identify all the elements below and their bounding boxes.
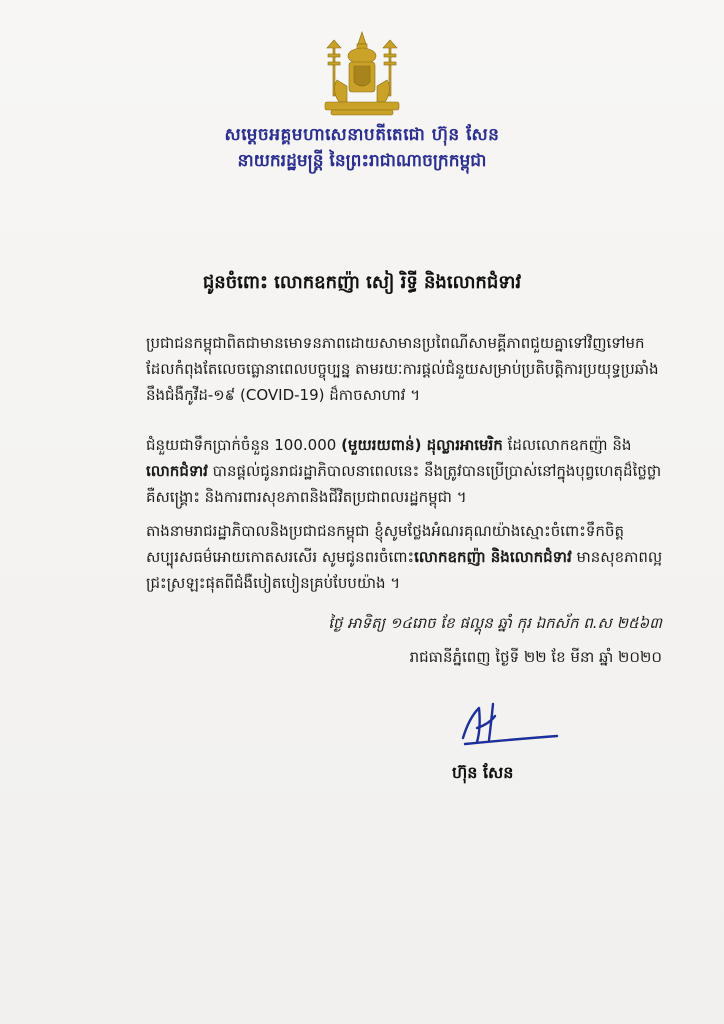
paragraph-intro — [146, 330, 666, 408]
paragraph-donation-suffix: បានផ្តល់ជូនរាជរដ្ឋាភិបាលនាពេលនេះ នឹងត្រូវបានប្រើប្រាស់នៅក្នុងបុព្វហេតុដ៏ថ្លៃថ្លា គឺសង្គ្រោះ និងការពារសុខភាពនិងជីវិតប្រជាពលរដ្ឋកម្ពុជា ។ — [146, 462, 662, 506]
place-and-date: រាជធានីភ្នំពេញ ថ្ងៃទី ២២ ខែ មីនា ឆ្នាំ ២០២០ — [409, 648, 662, 666]
paragraph-donation-mid: ដែលលោកឧកញ៉ា និង — [502, 436, 632, 454]
paragraph-donation-prefix: ជំនួយជាទឹកប្រាក់ចំនួន 100.000 — [146, 436, 342, 454]
paragraph-donation — [146, 432, 666, 510]
handwritten-signature-icon — [455, 698, 565, 754]
royal-coat-of-arms-icon — [317, 30, 407, 118]
paragraph-thanks-suffix: មានសុខភាពល្អជ្រះស្រឡះផុតពីជំងឺបៀតបៀនគ្រប់បែបយ៉ាង ។ — [146, 548, 663, 592]
signer-name: ហ៊ុន សែន — [452, 763, 514, 782]
paragraph-thanks-prefix: តាងនាមរាជរដ្ឋាភិបាលនិងប្រជាជនកម្ពុជា ខ្ញុំសូមថ្លែងអំណរគុណយ៉ាងស្មោះចំពោះទឹកចិត្តសប្បុរសធម៌អោយកោតសរសើរ សូមជូនពរចំពោះ — [146, 522, 624, 566]
donor-names: លោកឧកញ៉ា និងលោកជំទាវ — [414, 548, 572, 566]
donation-amount-words: (មួយរយពាន់) ដុល្លារអាមេរិក — [341, 436, 503, 454]
donor-spouse-title: លោកជំទាវ — [146, 462, 208, 480]
issuer-position: នាយករដ្ឋមន្ត្រី នៃព្រះរាជាណាចក្រកម្ពុជា — [237, 151, 487, 171]
lunar-date: ថ្ងៃ អាទិត្យ ១៤រោច ខែ ផល្គុន ឆ្នាំ កុរ ឯកស័ក ព.ស ២៥៦៣ — [328, 614, 662, 632]
paragraph-intro-text: ប្រជាជនកម្ពុជាពិតជាមានមោទនភាពដោយសាមានប្រពៃណីសាមគ្គីភាពជួយគ្នាទៅវិញទៅមក ដែលកំពុងតែលេចធ្លោនាពេលបច្ចុប្បន្ន តាមរយៈការផ្តល់ជំនួយសម្រាប់ប្រតិបត្តិការប្រយុទ្ធប្រឆាំង នឹងជំងឺកូវីដ-១៩ (COVID-19) ដ៏កាចសាហាវ ។ — [146, 334, 659, 404]
addressee-heading: ជូនចំពោះ លោកឧកញ៉ា សៀ រិទ្ធី និងលោកជំទាវ — [202, 272, 522, 293]
paragraph-thanks — [146, 518, 666, 596]
issuer-title: សម្តេចអគ្គមហាសេនាបតីតេជោ ហ៊ុន សែន — [224, 125, 500, 145]
